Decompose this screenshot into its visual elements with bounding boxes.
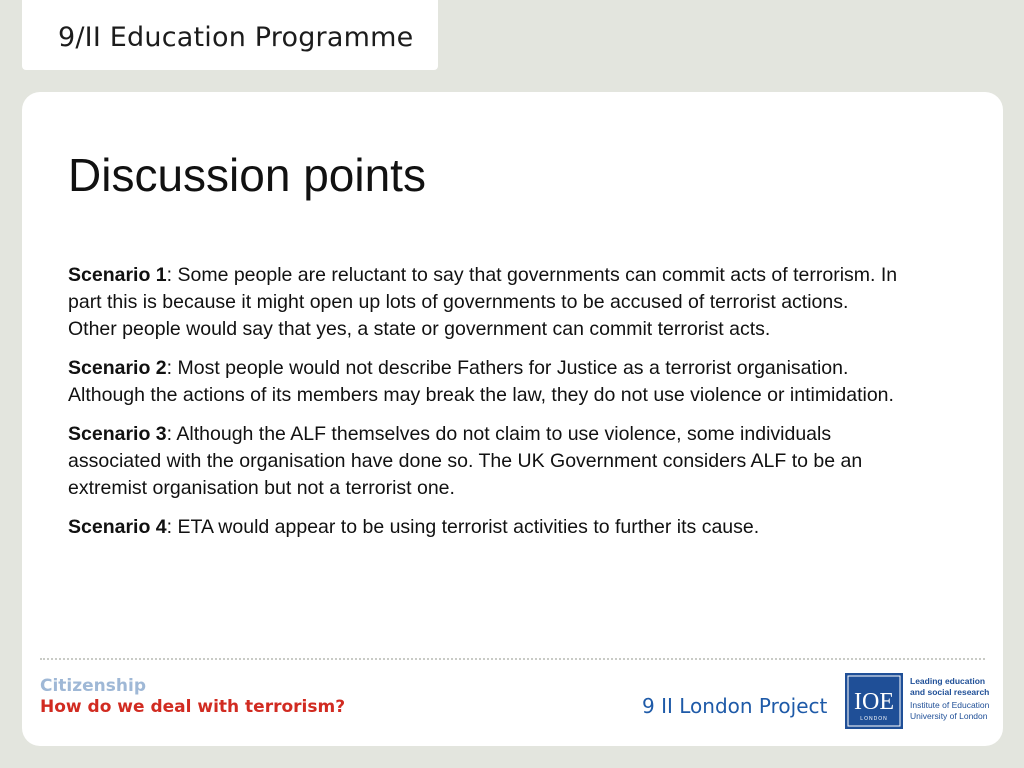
- programme-title: 9/II Education Programme: [58, 22, 414, 53]
- scenario-label: Scenario 4: [68, 516, 167, 538]
- ioe-logo-sub: LONDON: [860, 716, 888, 722]
- scenario-text: : ETA would appear to be using terrorist activities to further its cause.: [166, 516, 760, 538]
- scenario-text: : Most people would not describe Fathers for Justice as a terrorist organisation. Although the actions of its members may break the law, they do not use violence or intimidation.: [68, 357, 894, 406]
- scenario-4: [68, 514, 898, 541]
- ioe-institution: Institute of Education: [910, 700, 990, 710]
- footer-course: [40, 676, 345, 718]
- ioe-tagline-1: Leading education: [910, 676, 986, 686]
- ioe-university: University of London: [910, 710, 988, 721]
- footer-topic: How do we deal with terrorism?: [40, 697, 346, 717]
- scenario-3: [68, 421, 898, 502]
- footer-subject: Citizenship: [40, 676, 147, 696]
- ioe-logo-mark: IOE: [854, 689, 894, 715]
- scenario-text: : Some people are reluctant to say that governments can commit acts of terrorism. In part this is because it might open up lots of governments to be accused of terrorist actions. Other people would say that yes, a state or government can commit terrorist acts.: [68, 264, 898, 340]
- scenario-label: Scenario 3: [68, 423, 167, 445]
- footer-divider: [40, 658, 985, 660]
- slide-card: [22, 92, 1003, 746]
- scenario-label: Scenario 2: [68, 357, 167, 379]
- header-tab: [22, 0, 438, 70]
- ioe-text: [910, 676, 996, 721]
- ioe-logo-icon: [845, 673, 903, 729]
- project-name: 9 II London Project: [642, 694, 828, 718]
- ioe-tagline-2: and social research: [910, 686, 990, 697]
- scenario-list: [68, 262, 898, 553]
- slide-title: Discussion points: [68, 149, 426, 201]
- scenario-1: [68, 262, 898, 343]
- scenario-label: Scenario 1: [68, 264, 167, 286]
- scenario-text: : Although the ALF themselves do not claim to use violence, some individuals associated with the organisation have done so. The UK Government considers ALF to be an extremist organisation but not a terrorist one.: [68, 423, 863, 499]
- scenario-2: [68, 355, 898, 409]
